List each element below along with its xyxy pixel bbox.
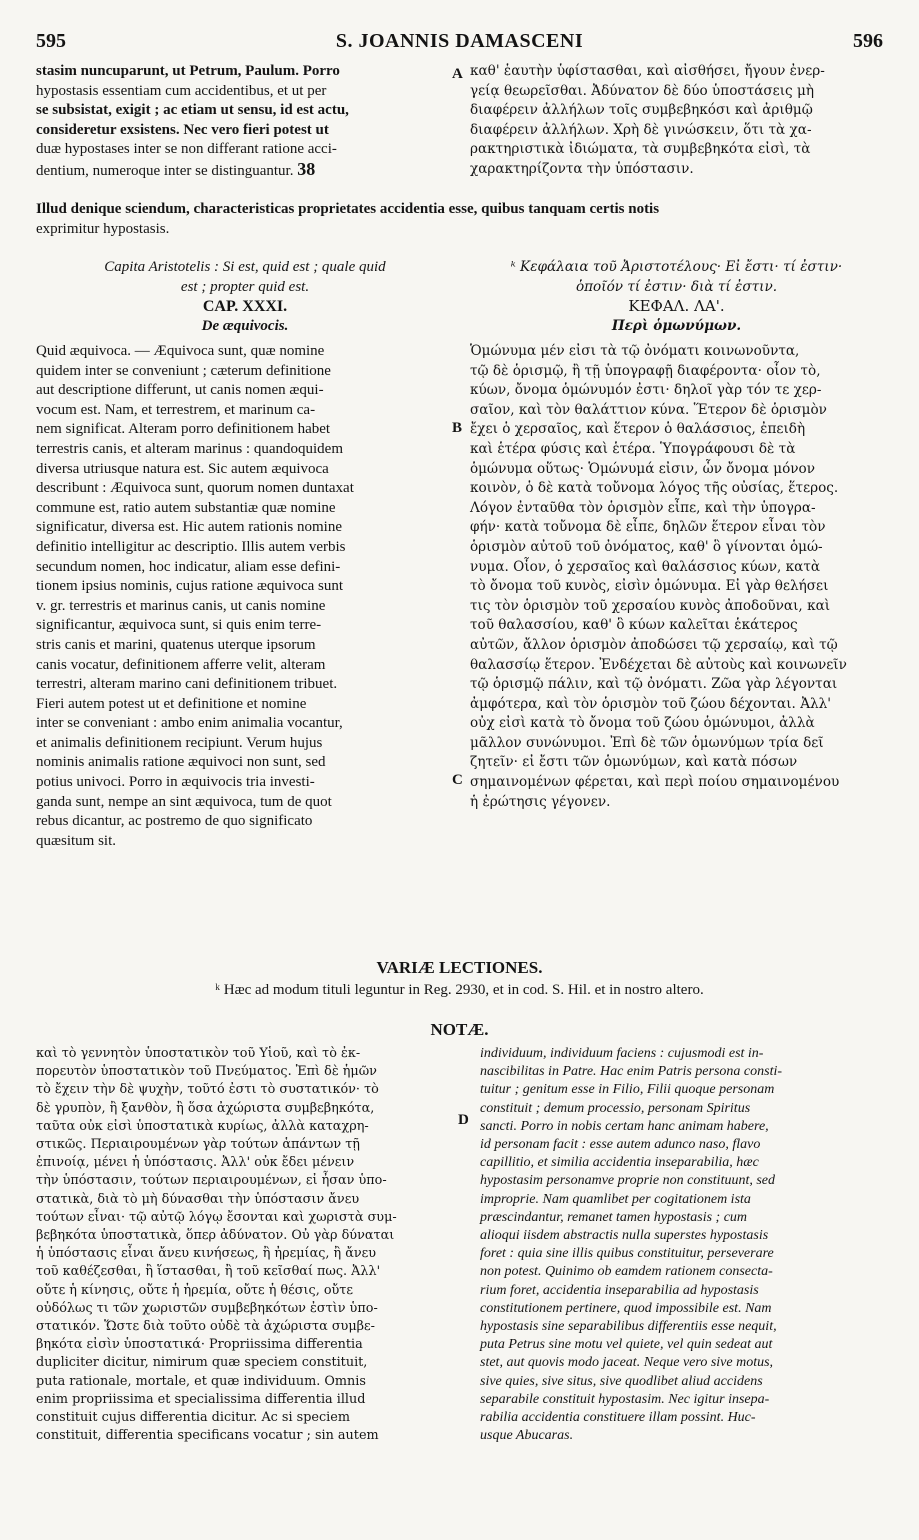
body-greek-line: οὐχ εἰσὶ κατὰ τὸ ὄνομα τοῦ ζώου ὁμώνυμοι, ἀλλὰ <box>470 715 815 732</box>
body-greek-line: αὐτῶν, ἄλλον ὁρισμὸν ἀποδώσει τῷ χερσαίῳ, καὶ τῷ <box>470 636 838 653</box>
body-greek-line: σημαινομένων φέρεται, καὶ περὶ ποίου σημαινομένου <box>470 774 840 791</box>
body-latin-line: canis vocatur, definitionem afferre velit, alteram <box>36 656 326 673</box>
chapter-heading-greek <box>470 258 883 336</box>
intro-latin-line: se subsistat, exigit ; ac etiam ut sensu, id est actu, <box>36 102 349 119</box>
body-greek-line: ὁμώνυμα οὕτως· Ὁμώνυμά εἰσιν, ὧν ὄνομα μόνον <box>470 460 815 477</box>
notes-latin-line: hypostasim personamve proprie non constituunt, sed <box>480 1173 776 1189</box>
notes-greek-line: οὐδόλως τι τῶν χωριστῶν συμβεβηκότων ἐστὶν ὑπο- <box>36 1300 378 1316</box>
body-greek-line: κύων, ὄνομα ὁμώνυμόν ἐστι· δηλοῖ γὰρ τόν τε χερ- <box>470 382 822 399</box>
notes-greek-line: enim propriissima et specialissima differentia illud <box>36 1391 366 1407</box>
body-latin-line: commune est, ratio autem substantiæ quæ nomine <box>36 499 336 516</box>
notes-latin-line: individuum, individuum faciens : cujusmodi est in- <box>480 1046 764 1061</box>
notes-latin-line: usque Abucaras. <box>480 1428 574 1444</box>
body-greek-line: τις τὸν ὁρισμὸν τοῦ χερσαίου κυνὸς ἀποδοῦναι, καὶ <box>470 597 831 614</box>
notae-title: NOTÆ. <box>430 1020 489 1039</box>
body-latin-line: secundum nomen, hoc indicatur, aliam esse defini- <box>36 558 341 575</box>
intro-greek-line: χαρακτηρίζοντα τὴν ὑπόστασιν. <box>470 160 694 177</box>
body-latin-line: quidem inter se conveniunt ; cæterum definitione <box>36 362 331 379</box>
body-latin-line: Fieri autem potest ut et definitione et nomine <box>36 695 307 712</box>
body-greek-line: καὶ ἑτέρα φύσις καὶ ἑτέρα. Ὑπογράφουσι δὲ τὰ <box>470 440 796 457</box>
notes-latin-line: nascibilitas in Patre. Hac enim Patris persona consti- <box>480 1064 783 1080</box>
running-title: S. JOANNIS DAMASCENI <box>335 30 584 52</box>
intro-full-line: exprimitur hypostasis. <box>36 220 170 237</box>
body-greek-line: νυμα. Οἷον, ὁ χερσαῖος καὶ θαλάσσιος κύων, κατὰ <box>470 558 821 575</box>
body-greek-line: κοινὸν, ὁ δὲ κατὰ τοὔνομα λόγος τῆς οὐσίας, ἕτερος. <box>470 480 839 497</box>
notes-latin-line: constitutionem pertinere, quod impossibile est. Nam <box>480 1300 772 1316</box>
chapter-number: ΚΕΦΑΛ. ΛΑ'. <box>628 297 725 316</box>
body-greek-line: σαῖον, καὶ τὸν θαλάττιον κύνα. Ἕτερον δὲ ὁρισμὸν <box>470 401 827 418</box>
intro-greek-line: γείᾳ θεωρεῖσθαι. Ἀδύνατον δὲ δύο ὑποστάσεις μὴ <box>470 82 814 99</box>
body-greek-line: ἀμφότερα, καὶ τὸν ὁρισμὸν τοῦ ζώου δέχονται. Ἀλλ' <box>470 695 831 712</box>
capita-line: Capita Aristotelis : Si est, quid est ; quale quid <box>104 259 386 275</box>
margin-marker-a: A <box>452 66 463 82</box>
intro-full-width <box>36 200 883 239</box>
notes-greek-line: τὸ ἔχειν τὴν δὲ ψυχὴν, τοῦτό ἐστι τὸ συστατικόν· τὸ <box>36 1082 379 1098</box>
body-latin-line: stris canis et marini, quatenus uterque ipsorum <box>36 636 316 653</box>
body-latin-line: inter se conveniant : ambo enim animalia vocantur, <box>36 715 343 732</box>
notes-greek-line: στατικὰ, διὰ τὸ μὴ δύνασθαι τὴν ὑπόστασιν ἄνευ <box>36 1191 360 1207</box>
notes-latin-line: puta Petrus sine motu vel quiete, vel quin sedeat aut <box>480 1337 773 1353</box>
page-number-right: 596 <box>853 30 883 52</box>
intro-latin-line: duæ hypostases inter se non differant ratione acci- <box>36 141 337 158</box>
intro-latin <box>36 62 454 182</box>
page-number-left: 595 <box>36 30 66 52</box>
intro-greek-line: καθ' ἑαυτὴν ὑφίστασθαι, καὶ αἰσθήσει, ἤγουν ἐνερ- <box>470 63 825 79</box>
variae-lectiones-line: ᵏ Hæc ad modum tituli leguntur in Reg. 2930, et in cod. S. Hil. et in nostro altero. <box>215 982 704 998</box>
notes-greek-line: ἐπινοίᾳ, μένει ἡ ὑπόστασις. Ἀλλ' οὐκ ἔδει μένειν <box>36 1155 355 1171</box>
notes-greek-line: puta rationale, mortale, et quæ individuum. Omnis <box>36 1373 366 1389</box>
notes-greek-line: τὴν ὑπόστασιν, τούτων περιαιρουμένων, εἰ ἦσαν ὑπο- <box>36 1173 387 1189</box>
notes-latin-line: alioqui iisdem abstractis nulla superstes hypostasis <box>480 1228 769 1244</box>
notes-greek-line: καὶ τὸ γεννητὸν ὑποστατικὸν τοῦ Υἱοῦ, καὶ τὸ ἐκ- <box>36 1046 361 1061</box>
body-latin-line: significantur, æquivoca sunt, si quis enim terre- <box>36 617 322 634</box>
notes-latin-line: non potest. Quinimo ob eamdem rationem consecta- <box>480 1264 773 1280</box>
body-latin-line: terrestri, alteram marino cani definitionem tribuet. <box>36 676 338 693</box>
body-latin-line: diversa utriusque natura est. Sic autem æquivoca <box>36 460 329 477</box>
notes-latin-line: constituit ; demum processio, personam Spiritus <box>480 1100 751 1116</box>
intro-latin-line: hypostasis essentiam cum accidentibus, et ut per <box>36 82 327 99</box>
body-latin-line: rebus dicantur, ac postremo de quo significato <box>36 813 313 830</box>
body-greek-line: ἔχει ὁ χερσαῖος, καὶ ἕτερον ὁ θαλάσσιος, ἐπειδὴ <box>470 421 806 438</box>
intro-greek-line: διαφέρειν ἀλλήλων. Χρὴ δὲ γινώσκειν, ὅτι τὰ χα- <box>470 121 812 138</box>
notes-latin-line: foret : quia sine illis quibus constituitur, perseverare <box>480 1246 774 1262</box>
body-latin-line: ganda sunt, nempe an sint æquivoca, tum de quot <box>36 793 332 810</box>
intro-latin-line: stasim nuncuparunt, ut Petrum, Paulum. Porro <box>36 63 340 79</box>
notes-greek-line: στικῶς. Περιαιρουμένων γὰρ τούτων ἁπάντων τῇ <box>36 1137 360 1153</box>
notes-latin-line: hypostasis sine separabilibus differentiis esse nequit, <box>480 1319 777 1335</box>
body-latin-line: definitio intelligitur ac descriptio. Illis autem verbis <box>36 538 346 555</box>
chapter-title: Περὶ ὁμωνύμων. <box>611 317 742 334</box>
notes-greek-line: constituit, differentia specificans vocatur ; sin autem <box>36 1428 379 1444</box>
body-greek-line: ζητεῖν· εἰ ἔστι τῶν ὁμωνύμων, καὶ κατὰ πόσων <box>470 754 798 771</box>
body-latin <box>36 342 454 851</box>
body-greek-line: φήν· κατὰ τοὔνομα δὲ εἶπε, δηλῶν ἕτερον εἶναι τὸν <box>470 519 826 536</box>
notes-greek-line: οὔτε ἡ κίνησις, οὔτε ἡ ἠρεμία, οὔτε ἡ θέσις, οὔτε <box>36 1282 354 1298</box>
body-latin-line: aut descriptione differunt, ut canis nomen æqui- <box>36 382 324 399</box>
intro-latin-line: consideretur exsistens. Nec vero fieri potest ut <box>36 121 329 138</box>
chapter-title: De æquivocis. <box>201 317 289 334</box>
body-greek-line: τοῦ θαλασσίου, καθ' ὃ κύων καλεῖται ἑκάτερος <box>470 617 798 634</box>
body-latin-line: nominis animalis ratione æquivoci non sunt, sed <box>36 754 326 771</box>
notes-latin-line: præscindantur, remanet tamen hypostasis ; cum <box>480 1209 748 1225</box>
notes-latin-line: capillitio, et similia accidentia inseparabilia, hæc <box>480 1155 759 1171</box>
body-greek-line: Λόγον ἐνταῦθα τὸν ὁρισμὸν εἶπε, καὶ τὴν ὑπογρα- <box>470 499 816 516</box>
column-number: 38 <box>297 158 316 179</box>
body-latin-line: et animalis definitionem recipiunt. Verum hujus <box>36 734 323 751</box>
intro-greek <box>470 62 883 180</box>
body-greek-line: ἡ ἐρώτησις γέγονεν. <box>470 793 611 810</box>
notes-greek-line: βεβηκότα ὑποστατικὰ, ὅπερ ἀδύνατον. Οὐ γὰρ δύναται <box>36 1228 395 1244</box>
margin-marker-d: D <box>458 1112 469 1128</box>
body-latin-line: potius univoci. Porro in æquivocis tria investi- <box>36 774 315 791</box>
body-greek <box>470 342 883 812</box>
body-latin-line: significatur, diversa est. Hic autem rationis nomine <box>36 519 342 536</box>
body-latin-line: quæsitum sit. <box>36 832 117 849</box>
body-latin-line: terrestris canis, et alteram marinus : quandoquidem <box>36 440 343 457</box>
intro-latin-line: dentium, numeroque inter se distinguantur. 38 <box>36 158 316 179</box>
body-greek-line: τῷ ὁρισμῷ πάλιν, καὶ τῷ ὀνόματι. Ζῶα γὰρ λέγονται <box>470 676 838 693</box>
notes-greek-line: στατικόν. Ὥστε διὰ τοῦτο οὐδὲ τὰ ἀχώριστα συμβε- <box>36 1319 376 1335</box>
notes-latin-line: rium foret, accidentia inseparabilia ad hypostasis <box>480 1282 759 1298</box>
body-greek-line: τὸ ὄνομα τοῦ κυνὸς, εἰσὶν ὁμώνυμα. Εἰ γὰρ θελήσει <box>470 578 829 595</box>
notes-greek-line: ἡ ὑπόστασις εἶναι ἄνευ κινήσεως, ἢ ἠρεμίας, ἢ ἄνευ <box>36 1246 377 1262</box>
notes-latin-line: id personam facit : esse autem adunco naso, flavo <box>480 1137 761 1153</box>
capita-line: ᵏ Κεφάλαια τοῦ Ἀριστοτέλους· Εἰ ἔστι· τί ἐστιν· <box>510 259 843 275</box>
notes-latin-line: separabile constituit hypostasim. Nec igitur insepa- <box>480 1391 770 1407</box>
body-latin-line: describunt : Æquivoca sunt, quorum nomen duntaxat <box>36 480 354 497</box>
body-latin-line: tionem ipsius nominis, cujus ratione æquivoca sunt <box>36 578 344 595</box>
body-greek-line: τῷ δὲ ὁρισμῷ, ἢ τῇ ὑπογραφῇ διαφέροντα· οἷον τὸ, <box>470 362 821 379</box>
body-greek-line: ὁρισμὸν αὐτοῦ τοῦ ὀνόματος, καθ' ὃ γίνονται ὁμώ- <box>470 538 823 555</box>
body-latin-line: nem significat. Alteram porro definitionem habet <box>36 421 331 438</box>
notes-latin-line: sancti. Porro in nobis certam hanc animam habere, <box>480 1118 769 1134</box>
body-latin-line: vocum est. Nam, et terrestrem, et marinum ca- <box>36 401 316 418</box>
notes-greek-line: πορευτὸν ὑποστατικὸν τοῦ Πνεύματος. Ἐπὶ δὲ ἡμῶν <box>36 1064 377 1080</box>
notes-latin-line: tuitur ; genitum esse in Filio, Filii quoque personam <box>480 1082 775 1098</box>
capita-line: ὁποῖόν τί ἐστιν· διὰ τί ἐστιν. <box>575 278 778 295</box>
notes-greek <box>36 1045 454 1445</box>
page-header <box>36 30 883 60</box>
notes-latin-line: stet, aut quovis modo jaceat. Neque vero sive motus, <box>480 1355 774 1371</box>
notes-greek-line: τοῦ καθέζεσθαι, ἢ ἵστασθαι, ἢ τοῦ κεῖσθαί πως. Ἀλλ' <box>36 1264 381 1280</box>
notes-latin-line: sive quies, sive situs, sive quodlibet aliud accidens <box>480 1373 763 1389</box>
variae-lectiones-title: VARIÆ LECTIONES. <box>376 958 543 977</box>
body-latin-line: Quid æquivoca. — Æquivoca sunt, quæ nomine <box>36 343 325 359</box>
notes-latin-line: improprie. Nam quamlibet per cogitationem ista <box>480 1191 751 1207</box>
capita-line: est ; propter quid est. <box>180 278 310 295</box>
notes-greek-line: βηκότα εἰσὶν ὑποστατικά· Propriissima differentia <box>36 1337 363 1353</box>
notes-greek-line: δὲ γρυπὸν, ἢ ξανθὸν, ἢ ὅσα ἀχώριστα συμβεβηκότα, <box>36 1100 375 1116</box>
notes-greek-line: constituit cujus differentia dicitur. Ac si speciem <box>36 1410 350 1426</box>
notes-latin <box>480 1045 883 1445</box>
margin-marker-c: C <box>452 772 463 788</box>
intro-greek-line: διαφέρειν ἀλλήλων τοῖς συμβεβηκόσι καὶ ἀριθμῷ <box>470 102 813 119</box>
notes-greek-line: τούτων εἶναι· τῷ αὐτῷ λόγῳ ἔσονται καὶ χωριστὰ συμ- <box>36 1209 397 1225</box>
notes-latin-line: rabilia accidentia constituere illam possint. Huc- <box>480 1410 756 1426</box>
notes-greek-line: dupliciter dicitur, nimirum quæ speciem constituit, <box>36 1355 368 1371</box>
body-greek-line: θαλασσίῳ ἕτερον. Ἐνδέχεται δὲ αὐτοὺς καὶ κοινωνεῖν <box>470 656 847 673</box>
notes-greek-line: ταῦτα οὐκ εἰσὶ ὑποστατικὰ κυρίως, ἀλλὰ καταχρη- <box>36 1118 369 1134</box>
margin-marker-b: B <box>452 420 463 436</box>
chapter-heading-latin <box>36 258 454 336</box>
chapter-number: CAP. XXXI. <box>202 298 288 316</box>
intro-full-line: Illud denique sciendum, characteristicas proprietates accidentia esse, quibus tanquam certis notis <box>36 201 660 217</box>
body-latin-line: v. gr. terrestris et marinus canis, ut canis nomine <box>36 597 326 614</box>
intro-greek-line: ρακτηριστικὰ ἰδιώματα, τὰ συμβεβηκότα εἰσὶ, τὰ <box>470 141 811 158</box>
body-greek-line: μᾶλλον συνώνυμοι. Ἐπὶ δὲ τῶν ὁμωνύμων τρία δεῖ <box>470 734 824 751</box>
body-greek-line: Ὁμώνυμα μέν εἰσι τὰ τῷ ὀνόματι κοινωνοῦντα, <box>470 343 800 359</box>
